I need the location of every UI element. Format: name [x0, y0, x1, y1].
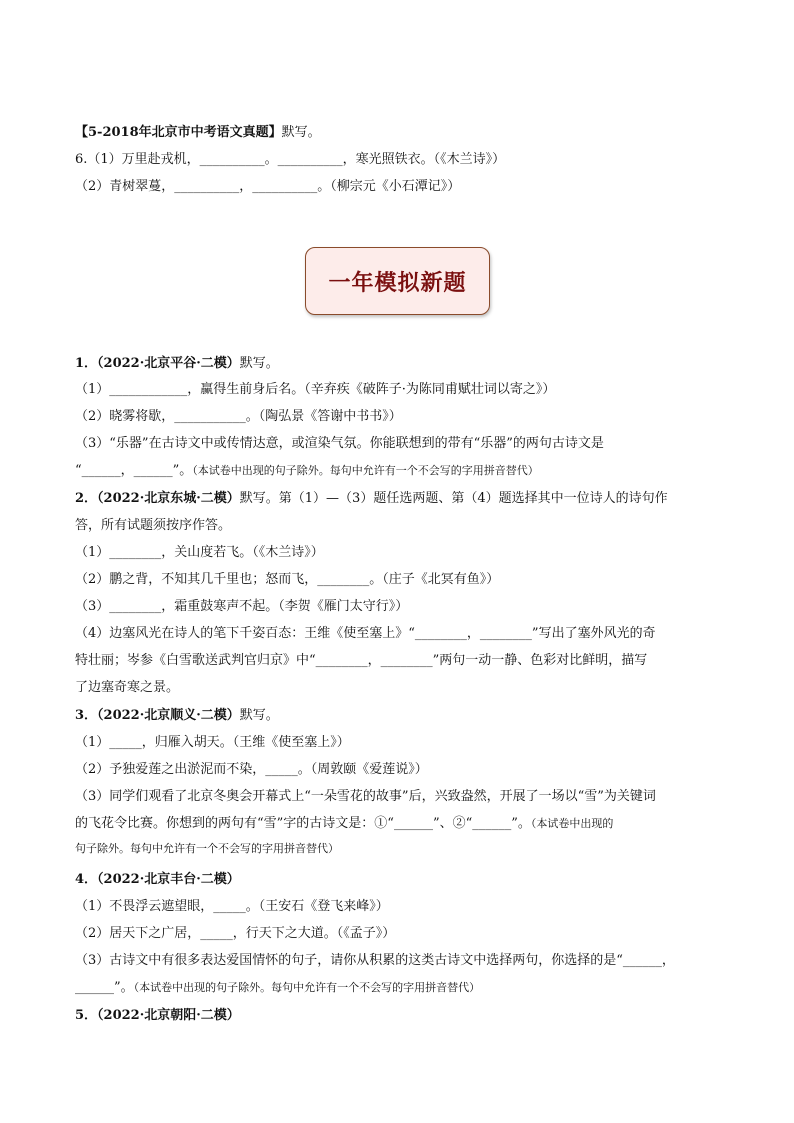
q4-blanks: ______”。 [75, 980, 134, 995]
q2-line4: （4）边塞风光在诗人的笔下千姿百态：王维《使至塞上》“________，________”写出了塞外风光的奇 [75, 626, 656, 641]
q4-line2: （2）居天下之广居，_____，行天下之大道。（《孟子》） [75, 926, 396, 941]
q3-line3: （3）同学们观看了北京冬奥会开幕式上“一朵雪花的故事”后，兴致盎然，开展了一场以“雪”为关键词 [75, 789, 656, 804]
q2-source: 2．（2022·北京东城·二模） [75, 491, 240, 506]
q4-line3: （3）古诗文中有很多表达爱国情怀的句子，请你从积累的这类古诗文中选择两句，你选择的是“______， [75, 953, 675, 968]
q3-header [75, 704, 279, 723]
q6-part2: （2）青树翠蔓，__________，__________。（柳宗元《小石潭记》） [75, 179, 461, 194]
q2-line1: （1）________，关山度若飞。（《木兰诗》） [75, 545, 324, 560]
q1-header [75, 352, 279, 371]
q1-note: （本试卷中出现的句子除外。每句中允许有一个不会写的字用拼音替代） [192, 464, 539, 477]
q3-line5: 句子除外。每句中允许有一个不会写的字用拼音替代） [75, 842, 339, 855]
q1-line1: （1）____________，赢得生前身后名。（辛弃疾《破阵子·为陈同甫赋壮词以寄之》） [75, 382, 556, 397]
past-exam-header [75, 121, 321, 140]
q2-line5: 特壮丽；岑参《白雪歌送武判官归京》中“________，________”两句一动一静、色彩对比鲜明，描写 [75, 653, 648, 668]
q4-header: 4．（2022·北京丰台·二模） [75, 872, 240, 887]
q2-line3: （3）________，霜重鼓寒声不起。（李贺《雁门太守行》） [75, 599, 409, 614]
q3-blanks: 的飞花令比赛。你想到的两句有“雪”字的古诗文是：①“______”、②“______”。 [75, 816, 531, 831]
q5-header: 5．（2022·北京朝阳·二模） [75, 1008, 240, 1023]
q4-line4 [75, 976, 480, 995]
q3-line1: （1）_____，归雁入胡天。（王维《使至塞上》） [75, 735, 350, 750]
q1-instruction: 默写。 [239, 356, 279, 371]
q2-instruction: 默写。第（1）—（3）题任选两题、第（4）题选择其中一位诗人的诗句作 [239, 491, 668, 506]
q3-instruction: 默写。 [239, 708, 279, 723]
past-exam-instruction: 默写。 [281, 125, 321, 140]
q4-note: （本试卷中出现的句子除外。每句中允许有一个不会写的字用拼音替代） [133, 981, 481, 994]
q3-line2: （2）予独爱莲之出淤泥而不染，_____。（周敦颐《爱莲说》） [75, 762, 428, 777]
q1-line4 [75, 459, 539, 478]
q6-part1: 6.（1）万里赴戎机，__________。__________，寒光照铁衣。（《木兰诗》） [75, 152, 506, 167]
section-title-box [305, 247, 490, 315]
q1-line3: （3）“乐器”在古诗文中或传情达意，或渲染气氛。你能联想到的带有“乐器”的两句古诗文是 [75, 436, 604, 451]
q3-line4 [75, 812, 613, 831]
q2-line2: （2）鹏之背，不知其几千里也；怒而飞，________。（庄子《北冥有鱼》） [75, 572, 500, 587]
q1-line2: （2）晓雾将歇，___________。（陶弘景《答谢中书书》） [75, 409, 402, 424]
q1-blanks: “______，______”。 [75, 463, 193, 478]
section-title: 一年模拟新题 [328, 269, 467, 296]
q3-source: 3．（2022·北京顺义·二模） [75, 708, 240, 723]
q3-note: （本试卷中出现的 [530, 817, 614, 830]
q2-header [75, 487, 668, 506]
q4-line1: （1）不畏浮云遮望眼，_____。（王安石《登飞来峰》） [75, 899, 389, 914]
past-exam-title: 【5-2018年北京市中考语文真题】 [75, 125, 282, 140]
q1-source: 1．（2022·北京平谷·二模） [75, 356, 240, 371]
q2-line0: 答，所有试题须按序作答。 [75, 518, 232, 533]
q2-line6: 了边塞奇寒之景。 [75, 680, 180, 695]
